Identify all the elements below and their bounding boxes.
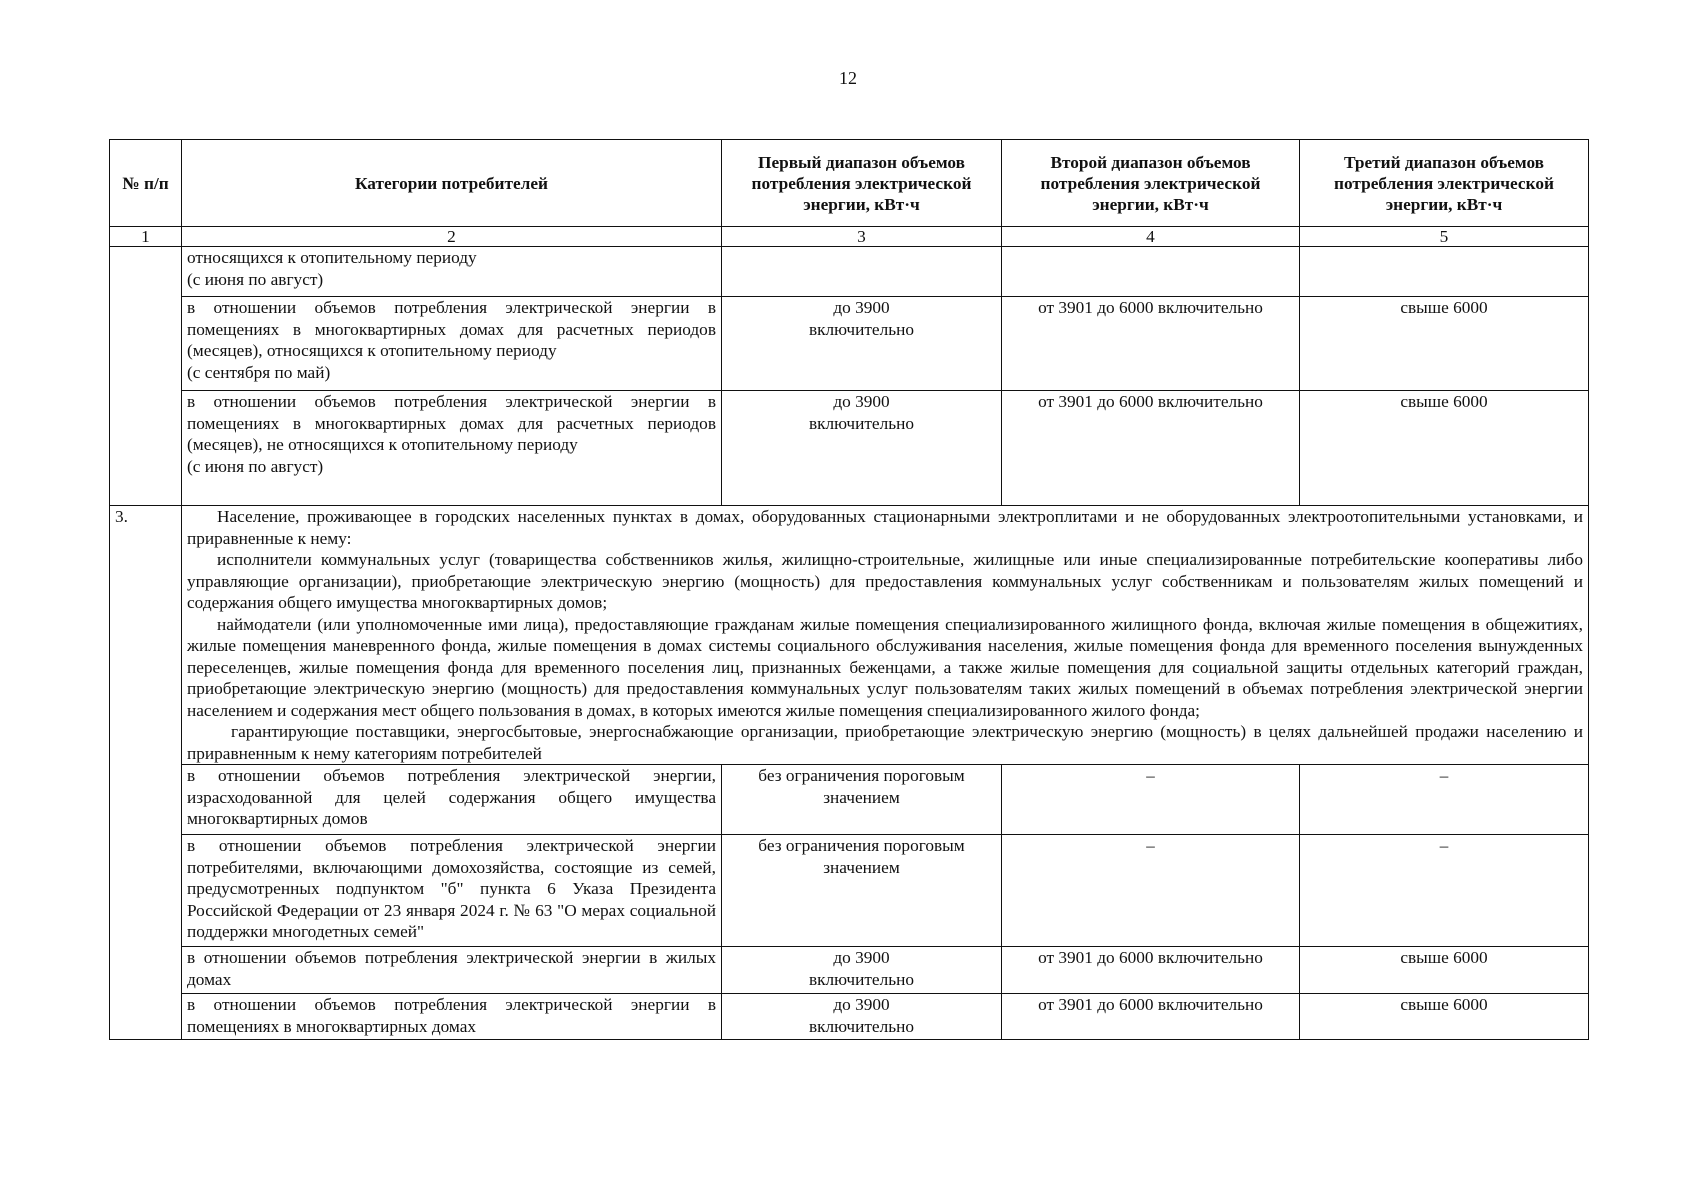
header-category: Категории потребителей xyxy=(182,140,722,227)
row-number-empty xyxy=(110,247,182,506)
tariff-table xyxy=(109,139,1589,1040)
range1-cell: до 3900 включительно xyxy=(722,391,1002,506)
range2-cell: от 3901 до 6000 включительно xyxy=(1002,947,1300,994)
section-3-description xyxy=(182,506,1589,765)
range2-cell: от 3901 до 6000 включительно xyxy=(1002,994,1300,1040)
category-cell: в отношении объемов потребления электрической энергии в помещениях в многоквартирных домах xyxy=(182,994,722,1040)
column-number: 2 xyxy=(182,227,722,247)
range1-cell: без ограничения пороговым значением xyxy=(722,835,1002,947)
category-cell: в отношении объемов потребления электрической энергии, израсходованной для целей содержания общего имущества многоквартирных домов xyxy=(182,765,722,835)
table-row xyxy=(110,391,1589,506)
category-cell: в отношении объемов потребления электрической энергии потребителями, включающими домохозяйства, состоящие из семей, предусмотренных подпунктом "б" пункта 6 Указа Президента Российской Федерации от 23 января 2024 г. № 63 "О мерах социальной поддержки многодетных семей" xyxy=(182,835,722,947)
range1-cell: до 3900 включительно xyxy=(722,994,1002,1040)
column-number-row xyxy=(110,227,1589,247)
table-row xyxy=(110,247,1589,297)
header-range1: Первый диапазон объемов потребления электрической энергии, кВт·ч xyxy=(722,140,1002,227)
range1-cell: до 3900 включительно xyxy=(722,947,1002,994)
range3-cell xyxy=(1300,247,1589,297)
range3-cell: – xyxy=(1300,835,1589,947)
page-number: 12 xyxy=(839,68,857,88)
header-range3: Третий диапазон объемов потребления электрической энергии, кВт·ч xyxy=(1300,140,1589,227)
range2-cell: – xyxy=(1002,835,1300,947)
header-num: № п/п xyxy=(110,140,182,227)
paragraph: гарантирующие поставщики, энергосбытовые, энергоснабжающие организации, приобретающие электрическую энергию (мощность) в целях дальнейшей продажи населению и приравненным к нему категориям потребителей xyxy=(187,722,1583,763)
header-range2: Второй диапазон объемов потребления электрической энергии, кВт·ч xyxy=(1002,140,1300,227)
table-row xyxy=(110,297,1589,391)
category-cell: в отношении объемов потребления электрической энергии в помещениях в многоквартирных домах для расчетных периодов (месяцев), относящихся к отопительному периоду (с сентября по май) xyxy=(182,297,722,391)
paragraph: Население, проживающее в городских населенных пунктах в домах, оборудованных стационарными электроплитами и не оборудованных электроотопительными установками, и приравненные к нему: xyxy=(187,507,1583,548)
range3-cell: свыше 6000 xyxy=(1300,947,1589,994)
table-row xyxy=(110,835,1589,947)
range2-cell: – xyxy=(1002,765,1300,835)
category-cell: в отношении объемов потребления электрической энергии в помещениях в многоквартирных домах для расчетных периодов (месяцев), не относящихся к отопительному периоду (с июня по август) xyxy=(182,391,722,506)
header-row xyxy=(110,140,1589,227)
column-number: 1 xyxy=(110,227,182,247)
paragraph: наймодатели (или уполномоченные ими лица), предоставляющие гражданам жилые помещения специализированного жилищного фонда, включая жилые помещения в общежитиях, жилые помещения маневренного фонда, жилые помещения в домах системы социального обслуживания населения, жилые помещения фонда для временного поселения вынужденных переселенцев, жилые помещения фонда для временного поселения лиц, признанных беженцами, а также жилые помещения для социальной защиты отдельных категорий граждан, приобретающие электрическую энергию (мощность) для предоставления коммунальных услуг пользователям таких жилых помещений в объемах потребления электрической энергии населением и содержания мест общего пользования в домах, в которых имеются жилые помещения специализированного жилого фонда; xyxy=(187,614,1583,720)
range1-cell xyxy=(722,247,1002,297)
column-number: 5 xyxy=(1300,227,1589,247)
section-3-intro-row xyxy=(110,506,1589,765)
category-cell: относящихся к отопительному периоду (с июня по август) xyxy=(182,247,722,297)
column-number: 3 xyxy=(722,227,1002,247)
range3-cell: – xyxy=(1300,765,1589,835)
range1-cell: до 3900 включительно xyxy=(722,297,1002,391)
paragraph: исполнители коммунальных услуг (товарищества собственников жилья, жилищно-строительные, жилищные или иные специализированные потребительские кооперативы либо управляющие организации), приобретающие электрическую энергию (мощность) для предоставления коммунальных услуг собственникам и пользователям жилых помещений и содержания общего имущества многоквартирных домов; xyxy=(187,550,1583,612)
range3-cell: свыше 6000 xyxy=(1300,391,1589,506)
row-number: 3. xyxy=(110,506,182,1040)
table-row xyxy=(110,994,1589,1040)
range2-cell: от 3901 до 6000 включительно xyxy=(1002,391,1300,506)
table-row xyxy=(110,765,1589,835)
range3-cell: свыше 6000 xyxy=(1300,994,1589,1040)
range2-cell xyxy=(1002,247,1300,297)
column-number: 4 xyxy=(1002,227,1300,247)
table-row xyxy=(110,947,1589,994)
range3-cell: свыше 6000 xyxy=(1300,297,1589,391)
range1-cell: без ограничения пороговым значением xyxy=(722,765,1002,835)
range2-cell: от 3901 до 6000 включительно xyxy=(1002,297,1300,391)
category-cell: в отношении объемов потребления электрической энергии в жилых домах xyxy=(182,947,722,994)
